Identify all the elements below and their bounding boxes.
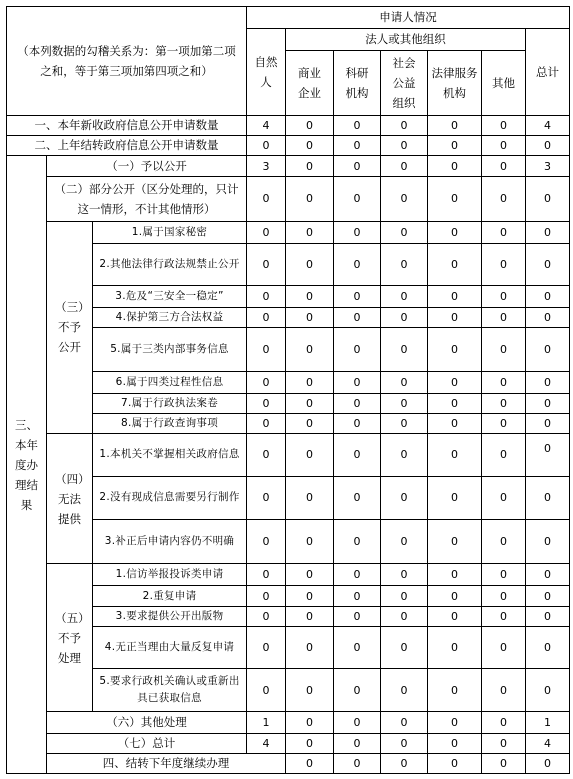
value-cell: 0 <box>286 586 334 606</box>
value-cell: 0 <box>428 733 482 753</box>
value-cell: 0 <box>482 434 526 476</box>
value-cell: 0 <box>428 586 482 606</box>
value-cell: 0 <box>286 328 334 371</box>
value-cell: 0 <box>247 669 286 712</box>
value-cell: 0 <box>247 564 286 586</box>
table-row <box>7 733 570 753</box>
value-cell: 0 <box>381 606 428 626</box>
value-cell: 0 <box>482 243 526 285</box>
col-total: 总计 <box>526 29 570 116</box>
value-cell: 0 <box>286 476 334 519</box>
sub-row-label: 8.属于行政查询事项 <box>93 414 247 434</box>
value-cell: 0 <box>482 669 526 712</box>
value-cell: 0 <box>381 177 428 221</box>
value-cell: 0 <box>482 328 526 371</box>
value-cell: 0 <box>286 286 334 308</box>
value-cell: 0 <box>286 712 334 733</box>
legal-org-header: 法人或其他组织 <box>286 29 526 51</box>
value-cell: 0 <box>526 669 570 712</box>
value-cell: 0 <box>247 328 286 371</box>
value-cell: 0 <box>381 136 428 156</box>
value-cell: 0 <box>526 177 570 221</box>
value-cell: 0 <box>247 606 286 626</box>
value-cell: 0 <box>334 586 381 606</box>
value-cell: 0 <box>526 393 570 413</box>
value-cell: 0 <box>286 393 334 413</box>
value-cell: 0 <box>286 669 334 712</box>
value-cell: 0 <box>428 308 482 328</box>
sub-row-label: 6.属于四类过程性信息 <box>93 371 247 393</box>
value-cell: 0 <box>381 393 428 413</box>
value-cell: 4 <box>247 115 286 135</box>
value-cell: 0 <box>286 733 334 753</box>
gov-info-disclosure-table <box>6 6 570 774</box>
col-public-welfare: 社会公益组织 <box>381 51 428 116</box>
value-cell: 0 <box>428 221 482 243</box>
value-cell: 0 <box>482 586 526 606</box>
value-cell: 0 <box>334 393 381 413</box>
value-cell: 4 <box>247 733 286 753</box>
value-cell: 0 <box>381 669 428 712</box>
value-cell: 1 <box>247 712 286 733</box>
value-cell: 0 <box>247 136 286 156</box>
value-cell: 0 <box>381 564 428 586</box>
value-cell: 0 <box>482 733 526 753</box>
value-cell: 0 <box>286 414 334 434</box>
value-cell: 0 <box>247 286 286 308</box>
sub-row-label: 4.保护第三方合法权益 <box>93 308 247 328</box>
value-cell: 0 <box>526 753 570 773</box>
value-cell: 0 <box>286 221 334 243</box>
value-cell: 0 <box>428 156 482 177</box>
value-cell: 0 <box>381 221 428 243</box>
sub-row-label: 5.属于三类内部事务信息 <box>93 328 247 371</box>
value-cell: 0 <box>381 156 428 177</box>
value-cell: 0 <box>286 243 334 285</box>
value-cell: 0 <box>334 371 381 393</box>
value-cell: 0 <box>526 434 570 476</box>
value-cell: 0 <box>428 177 482 221</box>
value-cell: 0 <box>334 221 381 243</box>
value-cell: 0 <box>381 733 428 753</box>
value-cell: 0 <box>334 308 381 328</box>
row-label: 二、上年结转政府信息公开申请数量 <box>7 136 247 156</box>
value-cell: 0 <box>286 308 334 328</box>
value-cell: 0 <box>482 286 526 308</box>
value-cell: 0 <box>381 328 428 371</box>
value-cell: 0 <box>428 476 482 519</box>
value-cell: 0 <box>526 414 570 434</box>
value-cell: 0 <box>428 669 482 712</box>
value-cell: 0 <box>334 434 381 476</box>
value-cell: 0 <box>428 606 482 626</box>
value-cell: 0 <box>247 434 286 476</box>
value-cell: 0 <box>247 243 286 285</box>
value-cell: 0 <box>482 519 526 563</box>
value-cell: 0 <box>428 328 482 371</box>
value-cell: 0 <box>482 308 526 328</box>
value-cell: 0 <box>381 371 428 393</box>
sub-row-label: 2.没有现成信息需要另行制作 <box>93 476 247 519</box>
value-cell: 0 <box>526 286 570 308</box>
table-row <box>7 136 570 156</box>
value-cell: 0 <box>286 136 334 156</box>
value-cell: 0 <box>482 626 526 668</box>
value-cell: 0 <box>286 606 334 626</box>
value-cell: 3 <box>247 156 286 177</box>
table-row <box>7 712 570 733</box>
value-cell: 0 <box>381 753 428 773</box>
value-cell: 0 <box>526 626 570 668</box>
row-label: 四、结转下年度继续办理 <box>47 753 286 773</box>
value-cell: 3 <box>526 156 570 177</box>
col-research: 科研机构 <box>334 51 381 116</box>
value-cell: 0 <box>381 286 428 308</box>
value-cell: 0 <box>428 434 482 476</box>
value-cell: 0 <box>526 221 570 243</box>
value-cell: 0 <box>428 115 482 135</box>
sub-row-label: 4.无正当理由大量反复申请 <box>93 626 247 668</box>
value-cell: 0 <box>334 626 381 668</box>
sub-row-label: 3.危及“三安全一稳定” <box>93 286 247 308</box>
table-row <box>7 115 570 135</box>
value-cell: 0 <box>526 564 570 586</box>
value-cell: 0 <box>428 564 482 586</box>
table-row <box>7 434 570 476</box>
table-row <box>7 753 570 773</box>
value-cell: 0 <box>247 371 286 393</box>
table-row <box>7 221 570 243</box>
value-cell: 0 <box>526 308 570 328</box>
value-cell: 0 <box>334 606 381 626</box>
value-cell: 0 <box>428 136 482 156</box>
value-cell: 0 <box>247 476 286 519</box>
value-cell: 0 <box>482 156 526 177</box>
value-cell: 4 <box>526 115 570 135</box>
group-3-label: （三）不予公开 <box>47 221 93 434</box>
row-label: （七）总计 <box>47 733 247 753</box>
value-cell: 0 <box>381 115 428 135</box>
value-cell: 0 <box>428 519 482 563</box>
value-cell: 0 <box>526 519 570 563</box>
value-cell: 0 <box>381 243 428 285</box>
sub-row-label: 3.要求提供公开出版物 <box>93 606 247 626</box>
value-cell: 0 <box>482 177 526 221</box>
table-row <box>7 177 570 221</box>
value-cell: 0 <box>247 221 286 243</box>
value-cell: 0 <box>381 476 428 519</box>
sub-row-label: 2.重复申请 <box>93 586 247 606</box>
value-cell: 0 <box>482 136 526 156</box>
row-label: 一、本年新收政府信息公开申请数量 <box>7 115 247 135</box>
value-cell: 0 <box>482 753 526 773</box>
row-label: （六）其他处理 <box>47 712 247 733</box>
value-cell: 0 <box>334 286 381 308</box>
row-label: （二）部分公开（区分处理的，只计这一情形，不计其他情形） <box>47 177 247 221</box>
table-row <box>7 564 570 586</box>
value-cell: 0 <box>334 414 381 434</box>
value-cell: 0 <box>334 243 381 285</box>
value-cell: 0 <box>482 371 526 393</box>
sub-row-label: 1.本机关不掌握相关政府信息 <box>93 434 247 476</box>
sub-row-label: 2.其他法律行政法规禁止公开 <box>93 243 247 285</box>
value-cell: 0 <box>381 434 428 476</box>
value-cell: 0 <box>428 712 482 733</box>
table-row <box>7 156 570 177</box>
value-cell: 0 <box>526 328 570 371</box>
value-cell: 0 <box>286 519 334 563</box>
sub-row-label: 5.要求行政机关确认或重新出具已获取信息 <box>93 669 247 712</box>
value-cell: 0 <box>334 712 381 733</box>
col-legal-service: 法律服务机构 <box>428 51 482 116</box>
table-note: （本列数据的勾稽关系为：第一项加第二项之和，等于第三项加第四项之和） <box>7 7 247 116</box>
value-cell: 0 <box>482 712 526 733</box>
value-cell: 0 <box>526 606 570 626</box>
value-cell: 0 <box>247 626 286 668</box>
group-4-label: （四）无法提供 <box>47 434 93 564</box>
value-cell: 0 <box>482 606 526 626</box>
value-cell: 0 <box>286 115 334 135</box>
value-cell: 4 <box>526 733 570 753</box>
value-cell: 0 <box>526 371 570 393</box>
value-cell: 0 <box>381 519 428 563</box>
value-cell: 0 <box>482 414 526 434</box>
value-cell: 0 <box>334 156 381 177</box>
value-cell: 1 <box>526 712 570 733</box>
row-label: （一）予以公开 <box>47 156 247 177</box>
value-cell: 0 <box>286 371 334 393</box>
value-cell: 0 <box>247 177 286 221</box>
value-cell: 0 <box>381 414 428 434</box>
sub-row-label: 1.信访举报投诉类申请 <box>93 564 247 586</box>
value-cell: 0 <box>526 243 570 285</box>
value-cell: 0 <box>526 476 570 519</box>
sub-row-label: 3.补正后申请内容仍不明确 <box>93 519 247 563</box>
value-cell: 0 <box>526 586 570 606</box>
value-cell: 0 <box>334 115 381 135</box>
col-other: 其他 <box>482 51 526 116</box>
value-cell: 0 <box>286 177 334 221</box>
value-cell: 0 <box>334 564 381 586</box>
value-cell: 0 <box>247 586 286 606</box>
value-cell: 0 <box>482 564 526 586</box>
value-cell: 0 <box>482 393 526 413</box>
value-cell: 0 <box>286 156 334 177</box>
applicant-status-header: 申请人情况 <box>247 7 570 29</box>
value-cell: 0 <box>334 669 381 712</box>
value-cell: 0 <box>334 733 381 753</box>
section-3-label: 三、本年度办理结果 <box>7 156 47 774</box>
value-cell: 0 <box>286 564 334 586</box>
value-cell: 0 <box>247 308 286 328</box>
value-cell: 0 <box>381 626 428 668</box>
value-cell: 0 <box>381 586 428 606</box>
value-cell: 0 <box>482 115 526 135</box>
value-cell: 0 <box>286 753 334 773</box>
col-natural-person: 自然人 <box>247 29 286 116</box>
value-cell: 0 <box>428 243 482 285</box>
value-cell: 0 <box>482 221 526 243</box>
value-cell: 0 <box>334 177 381 221</box>
value-cell: 0 <box>428 371 482 393</box>
col-commercial: 商业企业 <box>286 51 334 116</box>
value-cell: 0 <box>334 753 381 773</box>
value-cell: 0 <box>428 393 482 413</box>
value-cell: 0 <box>247 414 286 434</box>
value-cell: 0 <box>286 434 334 476</box>
value-cell: 0 <box>428 626 482 668</box>
value-cell: 0 <box>247 519 286 563</box>
value-cell: 0 <box>428 753 482 773</box>
value-cell: 0 <box>334 328 381 371</box>
sub-row-label: 1.属于国家秘密 <box>93 221 247 243</box>
value-cell: 0 <box>286 626 334 668</box>
value-cell: 0 <box>334 476 381 519</box>
value-cell: 0 <box>428 414 482 434</box>
value-cell: 0 <box>247 393 286 413</box>
value-cell: 0 <box>381 712 428 733</box>
value-cell: 0 <box>482 476 526 519</box>
sub-row-label: 7.属于行政执法案卷 <box>93 393 247 413</box>
value-cell: 0 <box>428 286 482 308</box>
value-cell: 0 <box>526 136 570 156</box>
value-cell: 0 <box>334 136 381 156</box>
value-cell: 0 <box>381 308 428 328</box>
value-cell: 0 <box>334 519 381 563</box>
group-5-label: （五）不予处理 <box>47 564 93 712</box>
